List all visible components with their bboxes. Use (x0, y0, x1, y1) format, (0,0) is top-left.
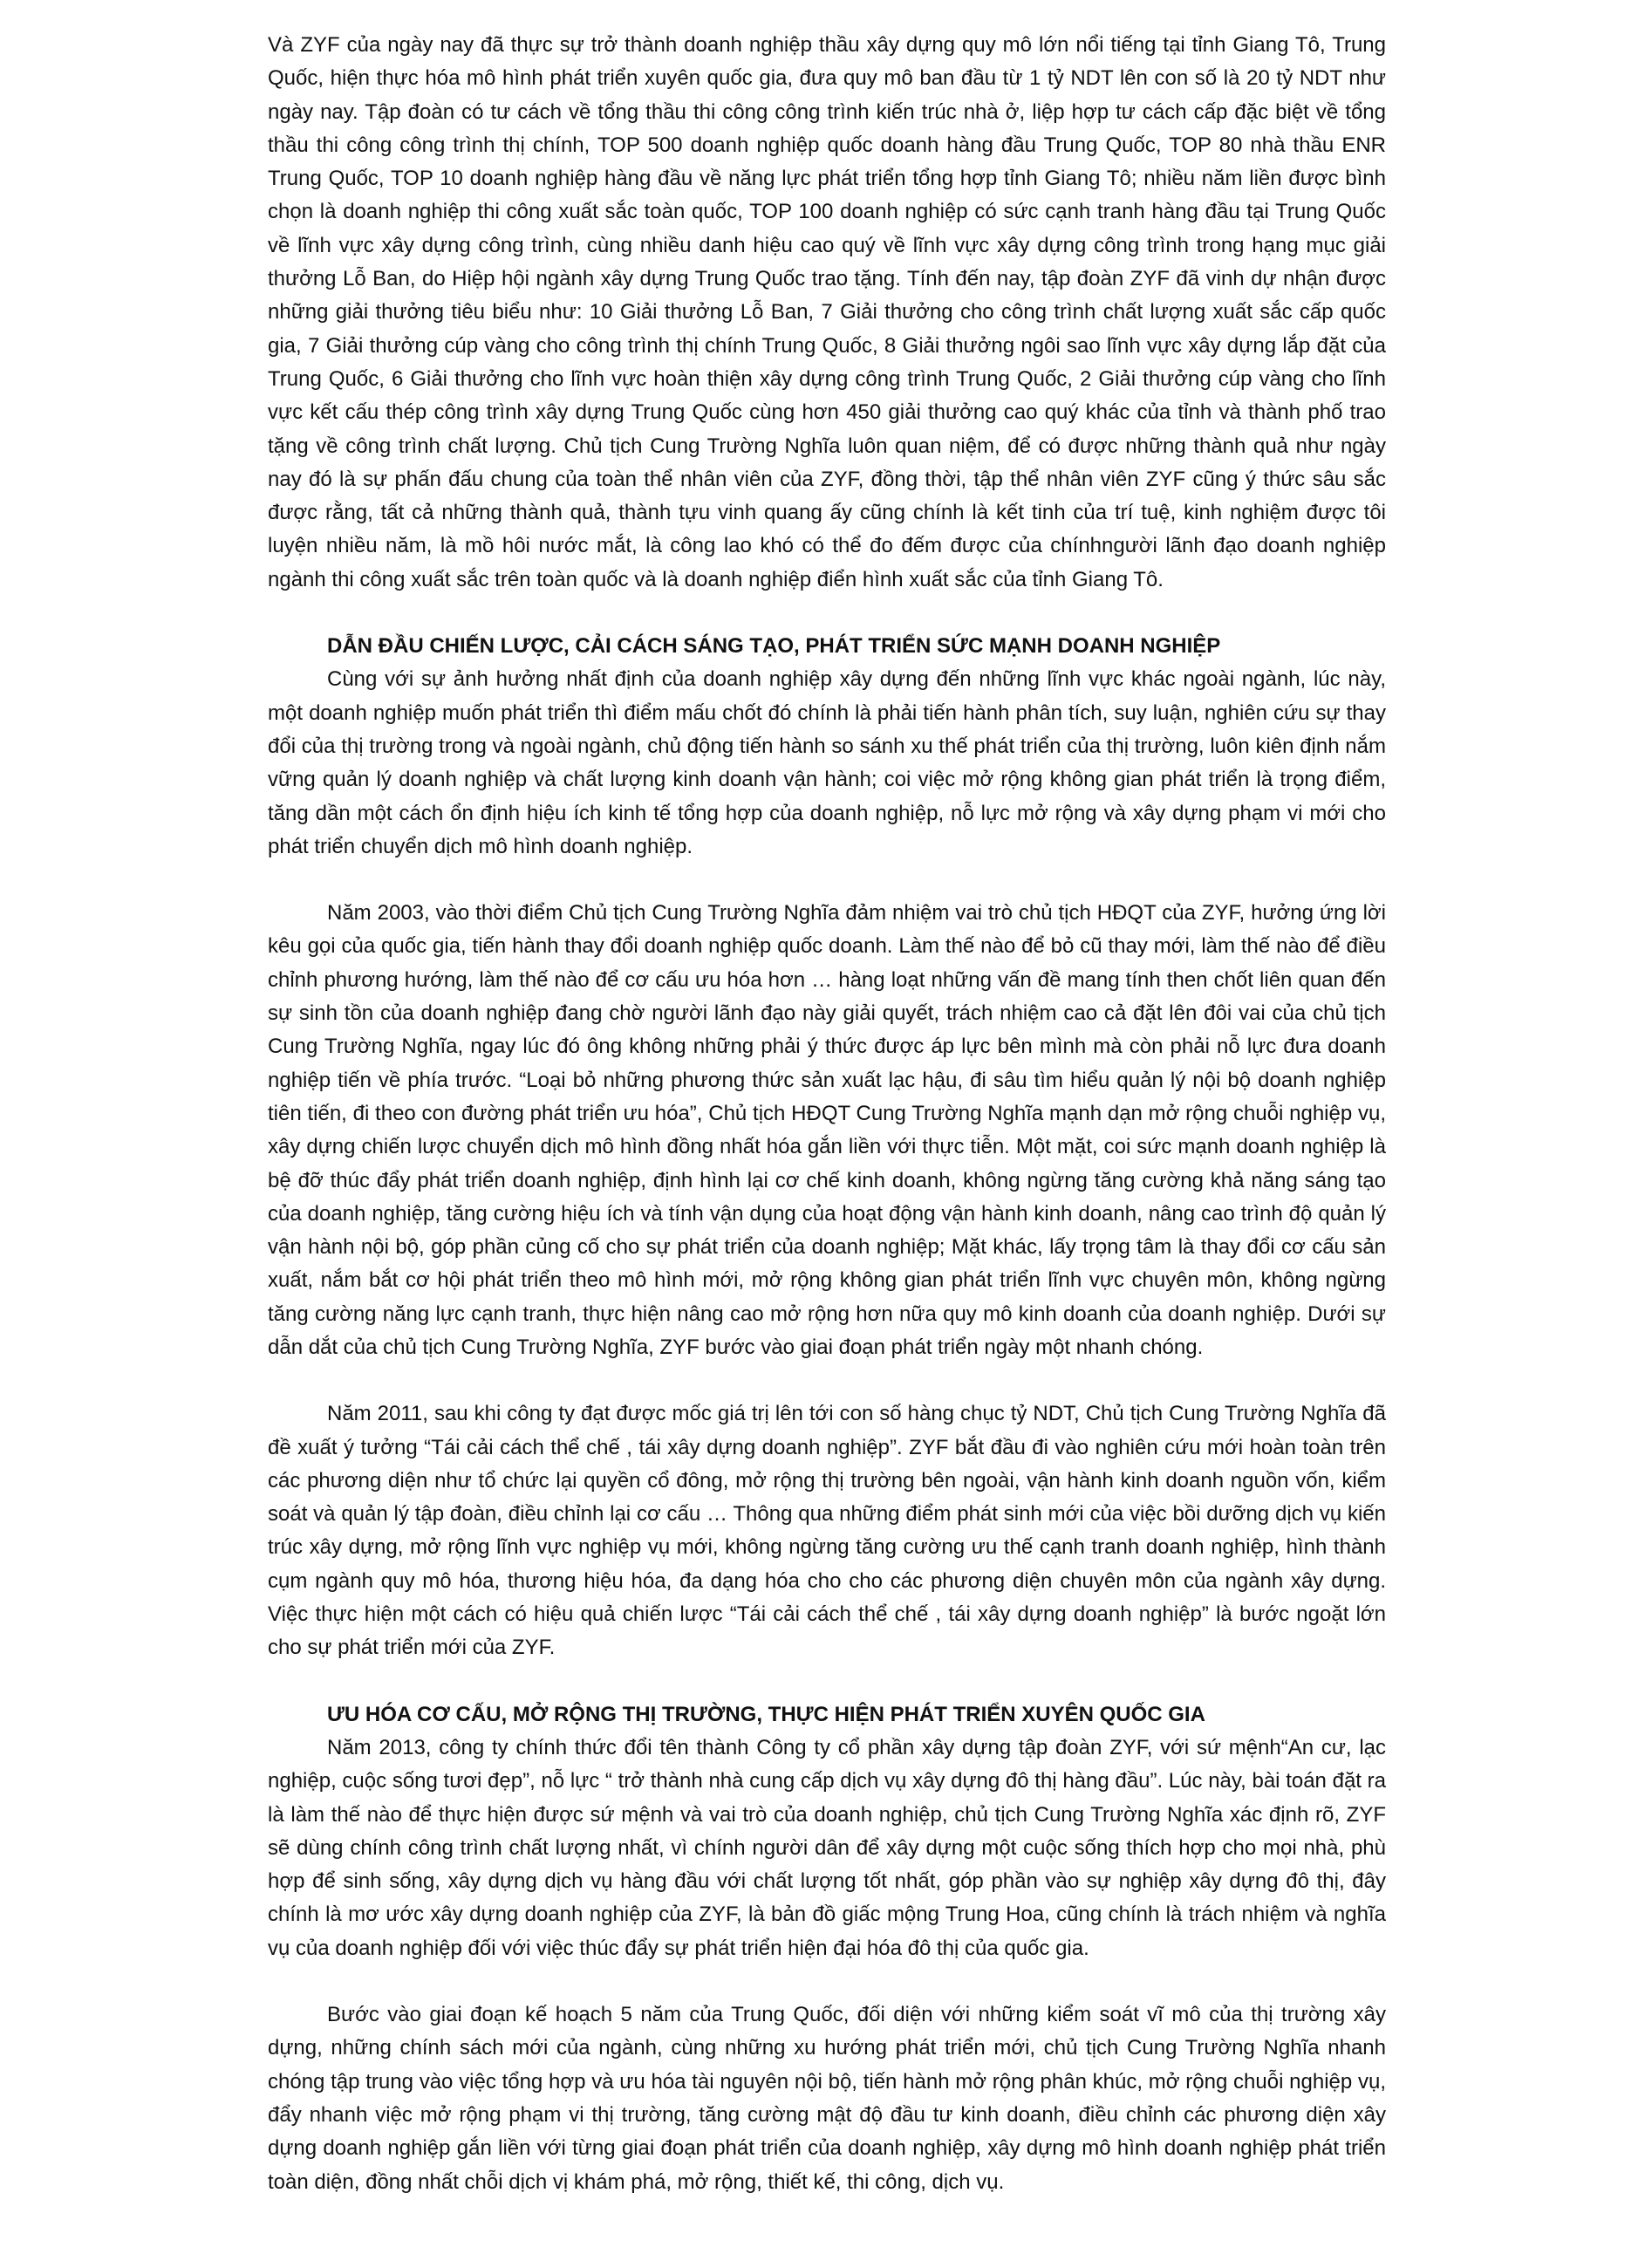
section-heading-strategy: DẪN ĐẦU CHIẾN LƯỢC, CẢI CÁCH SÁNG TẠO, PHÁT TRIỂN SỨC MẠNH DOANH NGHIỆP (327, 634, 1221, 659)
paragraph-five-year-plan: Bước vào giai đoạn kế hoạch 5 năm của Trung Quốc, đối diện với những kiểm soát vĩ mô của thị trường xây dựng, những chính sách mới của ngành, cùng những xu hướng phát triển mới, chủ tịch Cung Trường Nghĩa nhanh chóng tập trung vào việc tổng hợp và ưu hóa tài nguyên nội bộ, tiến hành mở rộng phân khúc, mở rộng chuỗi nghiệp vụ, đẩy nhanh việc mở rộng phạm vi thị trường, tăng cường mật độ đầu tư kinh doanh, điều chỉnh các phương diện xây dựng doanh nghiệp gắn liền với từng giai đoạn phát triển của doanh nghiệp, xây dựng mô hình doanh nghiệp phát triển toàn diện, đồng nhất chỗi dịch vị khám phá, mở rộng, thiết kế, thi công, dịch vụ. (268, 2003, 1386, 2194)
spacer (268, 1364, 1386, 1397)
spacer (268, 597, 1386, 630)
paragraph-2011-restructure: Năm 2011, sau khi công ty đạt được mốc giá trị lên tới con số hàng chục tỷ NDT, Chủ tịch Cung Trường Nghĩa đã đề xuất ý tưởng “Tái cải cách thể chế , tái xây dựng doanh nghiệp”. ZYF bắt đầu đi vào nghiên cứu mới hoàn toàn trên các phương diện như tổ chức lại quyền cổ đông, mở rộng thị trường bên ngoài, vận hành kinh doanh nguồn vốn, kiểm soát và quản lý tập đoàn, điều chỉnh lại cơ cấu … Thông qua những điểm phát sinh mới của việc bồi dưỡng dịch vụ kiến trúc xây dựng, mở rộng lĩnh vực nghiệp vụ mới, không ngừng tăng cường ưu thế cạnh tranh doanh nghiệp, hình thành cụm ngành quy mô hóa, thương hiệu hóa, đa dạng hóa cho cho các phương diện chuyên môn của ngành xây dựng. Việc thực hiện một cách có hiệu quả chiến lược “Tái cải cách thể chế , tái xây dựng doanh nghiệp” là bước ngoặt lớn cho sự phát triển mới của ZYF. (268, 1402, 1386, 1660)
paragraph-2003-reform: Năm 2003, vào thời điểm Chủ tịch Cung Trường Nghĩa đảm nhiệm vai trò chủ tịch HĐQT của ZYF, hưởng ứng lời kêu gọi của quốc gia, tiến hành thay đổi doanh nghiệp quốc doanh. Làm thế nào để bỏ cũ thay mới, làm thế nào để điều chỉnh phương hướng, làm thế nào để cơ cấu ưu hóa hơn … hàng loạt những vấn đề mang tính then chốt liên quan đến sự sinh tồn của doanh nghiệp đang chờ người lãnh đạo này giải quyết, trách nhiệm cao cả đặt lên đôi vai của chủ tịch Cung Trường Nghĩa, ngay lúc đó ông không những phải ý thức được áp lực bên mình mà còn phải nỗ lực đưa doanh nghiệp tiến về phía trước. “Loại bỏ những phương thức sản xuất lạc hậu, đi sâu tìm hiểu quản lý nội bộ doanh nghiệp tiên tiến, đi theo con đường phát triển ưu hóa”, Chủ tịch HĐQT Cung Trường Nghĩa mạnh dạn mở rộng chuỗi nghiệp vụ, xây dựng chiến lược chuyển dịch mô hình đồng nhất hóa gắn liền với thực tiễn. Một mặt, coi sức mạnh doanh nghiệp là bệ đỡ thúc đẩy phát triển doanh nghiệp, định hình lại cơ chế kinh doanh, không ngừng tăng cường khả năng sáng tạo của doanh nghiệp, tăng cường hiệu ích và tính vận dụng của hoạt động vận hành kinh doanh, nâng cao trình độ quản lý vận hành nội bộ, góp phần củng cố cho sự phát triển của doanh nghiệp; Mặt khác, lấy trọng tâm là thay đổi cơ cấu sản xuất, nắm bắt cơ hội phát triển theo mô hình mới, mở rộng không gian phát triển lĩnh vực chuyên môn, không ngừng tăng cường năng lực cạnh tranh, thực hiện nâng cao mở rộng hơn nữa quy mô kinh doanh của doanh nghiệp. Dưới sự dẫn dắt của chủ tịch Cung Trường Nghĩa, ZYF bước vào giai đoạn phát triển ngày một nhanh chóng. (268, 901, 1386, 1359)
section-heading-optimization: ƯU HÓA CƠ CẤU, MỞ RỘNG THỊ TRƯỜNG, THỰC HIỆN PHÁT TRIỂN XUYÊN QUỐC GIA (327, 1702, 1205, 1726)
paragraph-zyf-achievements: Và ZYF của ngày nay đã thực sự trở thành doanh nghiệp thầu xây dựng quy mô lớn nổi tiếng tại tỉnh Giang Tô, Trung Quốc, hiện thực hóa mô hình phát triển xuyên quốc gia, đưa quy mô ban đầu từ 1 tỷ NDT lên con số là 20 tỷ NDT như ngày nay. Tập đoàn có tư cách về tổng thầu thi công công trình kiến trúc nhà ở, liệp hợp tư cách cấp đặc biệt về tổng thầu thi công công trình thị chính, TOP 500 doanh nghiệp quốc doanh hàng đầu Trung Quốc, TOP 80 nhà thầu ENR Trung Quốc, TOP 10 doanh nghiệp hàng đầu về năng lực phát triển tổng hợp tỉnh Giang Tô; nhiều năm liền được bình chọn là doanh nghiệp thi công xuất sắc toàn quốc, TOP 100 doanh nghiệp có sức cạnh tranh hàng đầu tại Trung Quốc về lĩnh vực xây dựng công trình, cùng nhiều danh hiệu cao quý về lĩnh vực xây dựng công trình trong hạng mục giải thưởng Lỗ Ban, do Hiệp hội ngành xây dựng Trung Quốc trao tặng. Tính đến nay, tập đoàn ZYF đã vinh dự nhận được những giải thưởng tiêu biểu như: 10 Giải thưởng Lỗ Ban, 7 Giải thưởng cho công trình chất lượng xuất sắc cấp quốc gia, 7 Giải thưởng cúp vàng cho công trình thị chính Trung Quốc, 8 Giải thưởng ngôi sao lĩnh vực xây dựng lắp đặt của Trung Quốc, 6 Giải thưởng cho lĩnh vực hoàn thiện xây dựng công trình Trung Quốc, 2 Giải thưởng cúp vàng cho lĩnh vực kết cấu thép công trình xây dựng Trung Quốc cùng hơn 450 giải thưởng cao quý khác của tỉnh và thành phố trao tặng về công trình chất lượng. Chủ tịch Cung Trường Nghĩa luôn quan niệm, để có được những thành quả như ngày nay đó là sự phấn đấu chung của toàn thể nhân viên của ZYF, đồng thời, tập thể nhân viên ZYF cũng ý thức sâu sắc được rằng, tất cả những thành quả, thành tựu vinh quang ấy cũng chính là kết tinh của trí tuệ, kinh nghiệm được tôi luyện nhiều năm, là mồ hôi nước mắt, là công lao khó có thể đo đếm được của chínhngười lãnh đạo doanh nghiệp ngành thi công xuất sắc trên toàn quốc và là doanh nghiệp điển hình xuất sắc của tỉnh Giang Tô. (268, 33, 1386, 591)
spacer (268, 1965, 1386, 1998)
paragraph-2013-rename: Năm 2013, công ty chính thức đổi tên thành Công ty cổ phần xây dựng tập đoàn ZYF, với sứ mệnh“An cư, lạc nghiệp, cuộc sống tươi đẹp”, nỗ lực “ trở thành nhà cung cấp dịch vụ xây dựng đô thị hàng đầu”. Lúc này, bài toán đặt ra là làm thế nào để thực hiện được sứ mệnh và vai trò của doanh nghiệp, chủ tịch Cung Trường Nghĩa xác định rõ, ZYF sẽ dùng chính công trình chất lượng nhất, vì chính người dân để xây dựng một cuộc sống thích hợp cho mọi nhà, phù hợp để sinh sống, xây dựng dịch vụ hàng đầu với chất lượng tốt nhất, góp phần vào sự nghiệp xây dựng đô thị, đây chính là mơ ước xây dựng doanh nghiệp của ZYF, là bản đồ giấc mộng Trung Hoa, cũng chính là trách nhiệm và nghĩa vụ của doanh nghiệp đối với việc thúc đẩy sự phát triển hiện đại hóa đô thị của quốc gia. (268, 1735, 1386, 1960)
paragraph-market-analysis: Cùng với sự ảnh hưởng nhất định của doanh nghiệp xây dựng đến những lĩnh vực khác ngoài ngành, lúc này, một doanh nghiệp muốn phát triển thì điểm mấu chốt đó chính là phải tiến hành phân tích, suy luận, nghiên cứu sự thay đổi của thị trường trong và ngoài ngành, chủ động tiến hành so sánh xu thế phát triển của thị trường, luôn kiên định nắm vững quản lý doanh nghiệp và chất lượng kinh doanh vận hành; coi việc mở rộng không gian phát triển là trọng điểm, tăng dần một cách ổn định hiệu ích kinh tế tổng hợp của doanh nghiệp, nỗ lực mở rộng và xây dựng phạm vi mới cho phát triển chuyển dịch mô hình doanh nghiệp. (268, 667, 1386, 858)
spacer (268, 1665, 1386, 1698)
spacer (268, 864, 1386, 897)
document-page (268, 0, 1386, 2199)
